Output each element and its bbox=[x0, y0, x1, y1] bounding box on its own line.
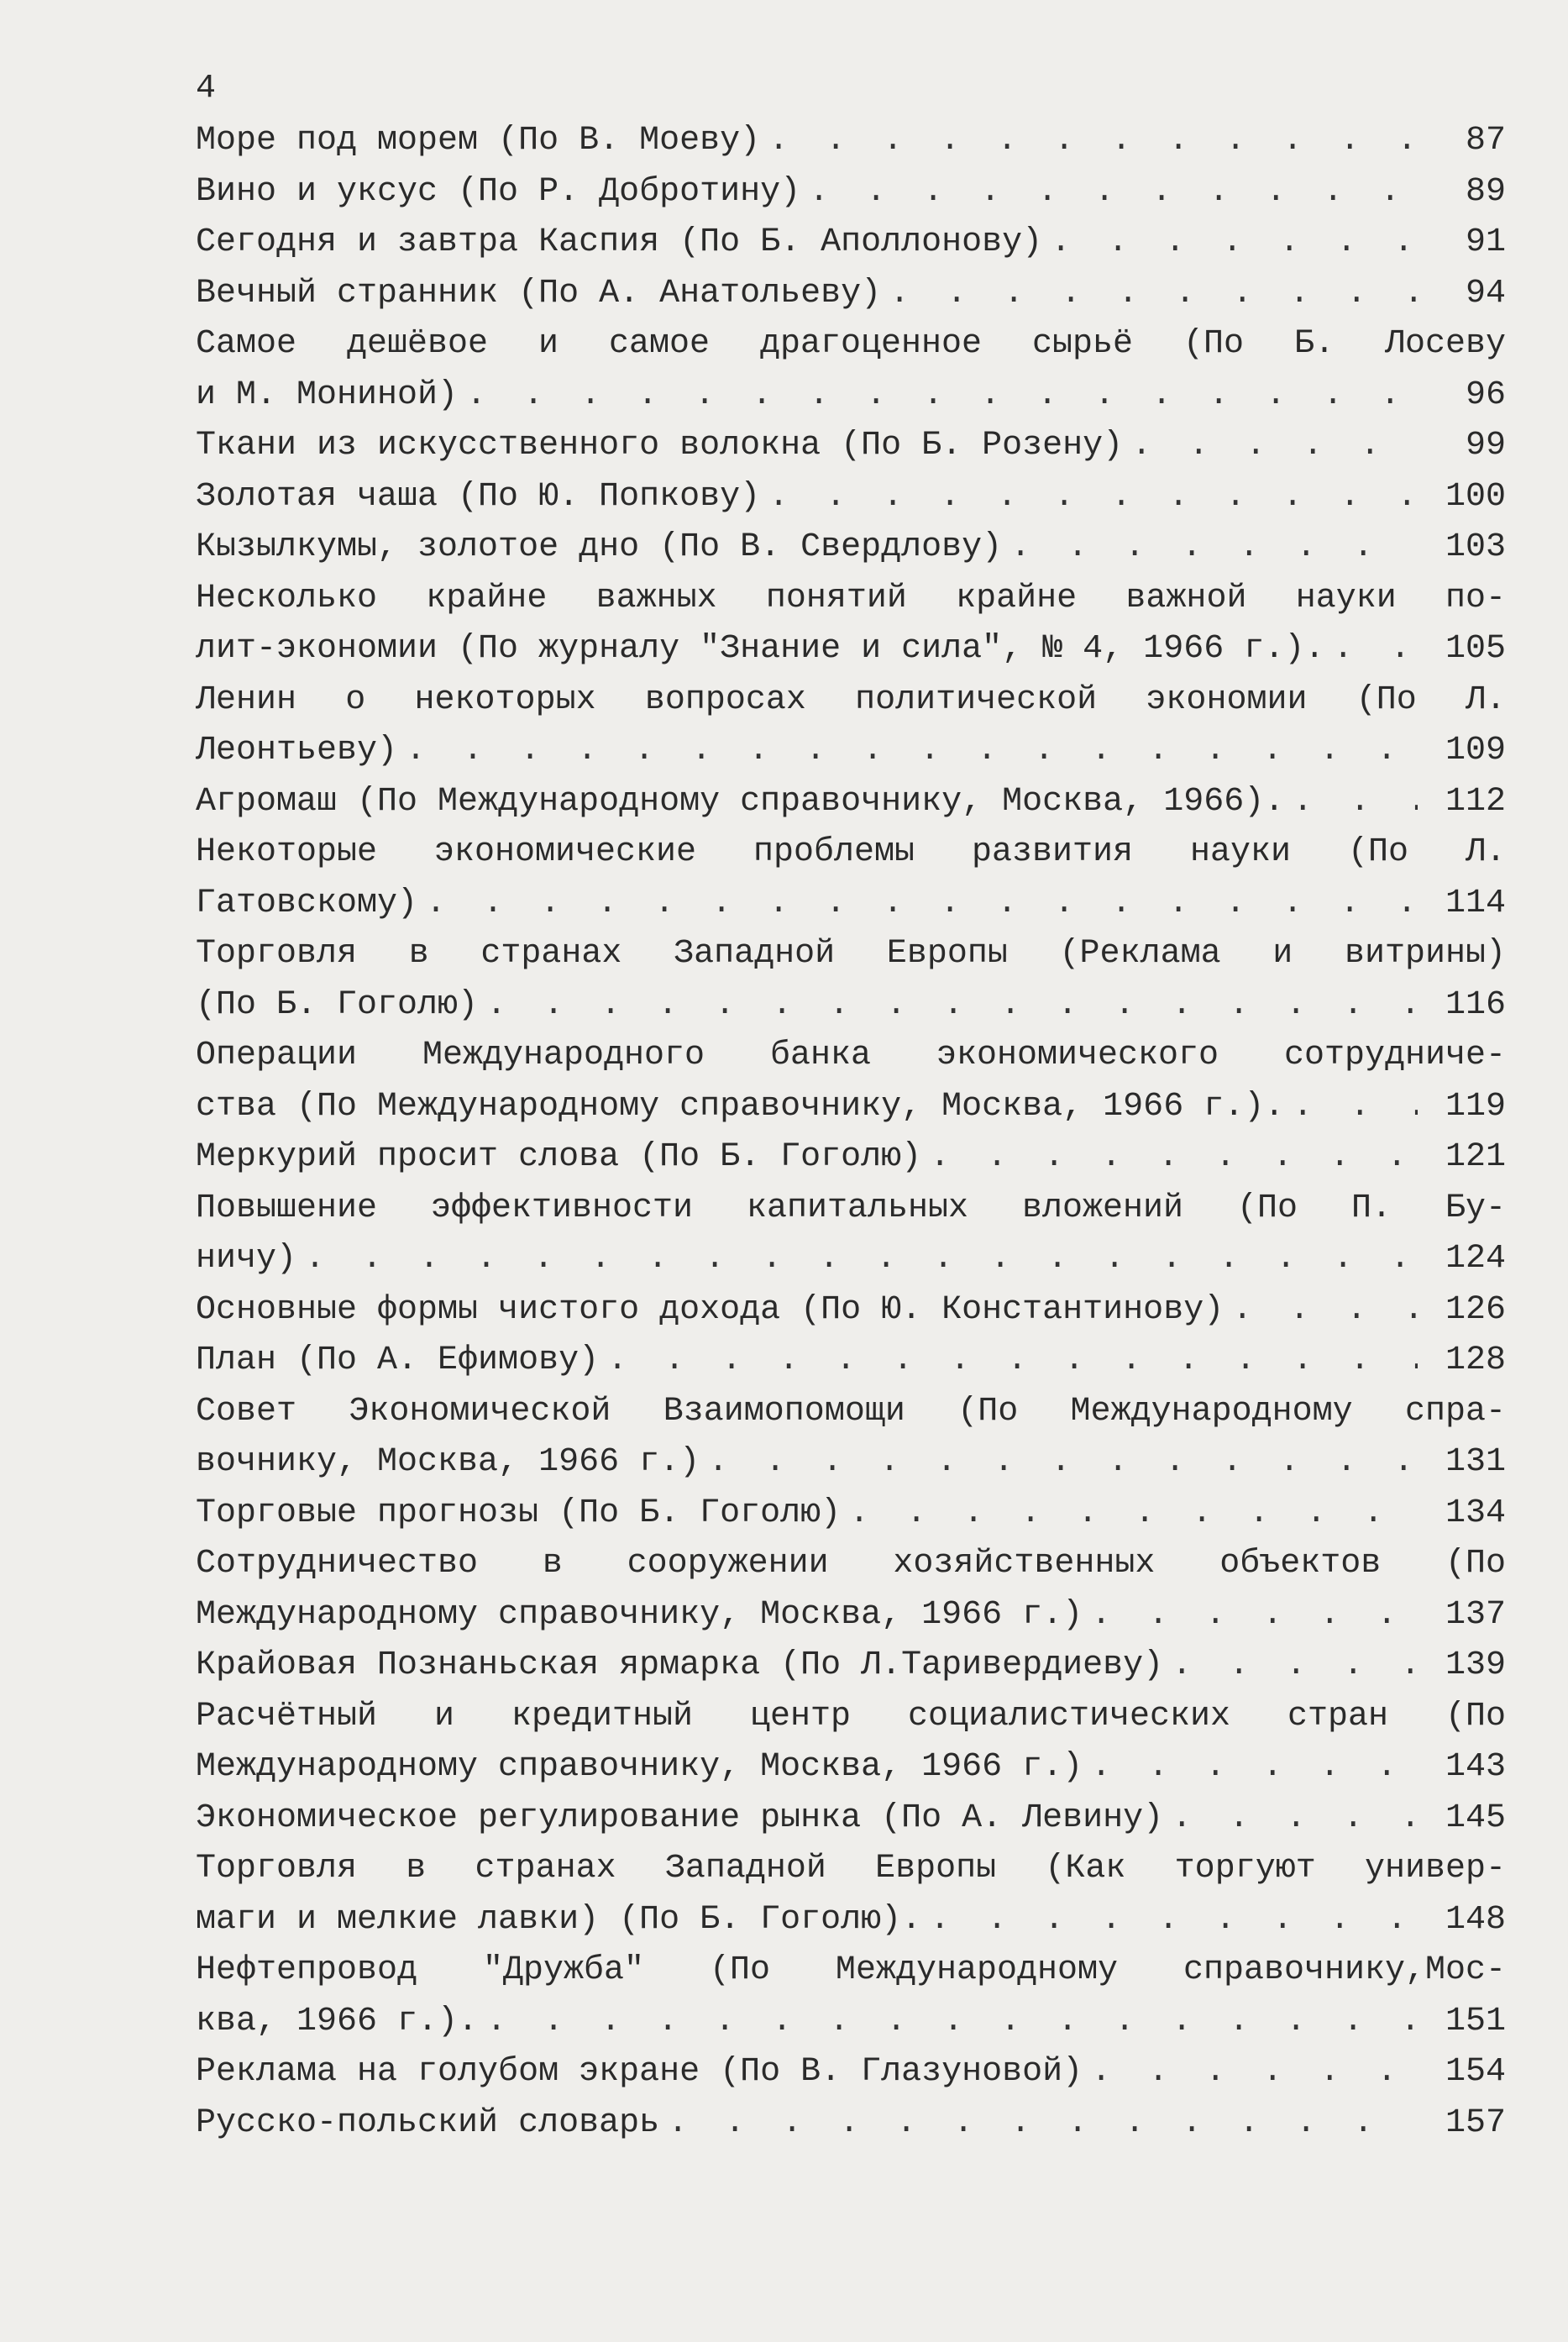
toc-entry bbox=[196, 1132, 1506, 1184]
dot-leader bbox=[800, 167, 1418, 218]
toc-entry bbox=[196, 1387, 1506, 1489]
toc-entry-last-line bbox=[196, 1132, 1506, 1184]
toc-entry-title-line: Ткани из искусственного волокна (По Б. Розену) bbox=[196, 427, 1124, 465]
toc-entry-title-line: Международному справочнику, Москва, 1966 г.) bbox=[196, 1748, 1083, 1786]
dot-leader bbox=[599, 1336, 1418, 1387]
toc-entry-last-line bbox=[196, 2047, 1506, 2098]
toc-page-number: 87 bbox=[1465, 122, 1506, 160]
dot-leader bbox=[417, 879, 1418, 930]
toc-entry-last-line bbox=[196, 879, 1506, 930]
toc-entry-line bbox=[196, 827, 1506, 879]
table-of-contents bbox=[196, 116, 1506, 2149]
dot-leader bbox=[881, 269, 1418, 320]
toc-entry-title-line: Море под морем (По В. Моеву) bbox=[196, 122, 761, 160]
dot-leader bbox=[397, 726, 1418, 777]
toc-entry-title-line: Ленин о некоторых вопросах политической экономии (По Л. bbox=[196, 680, 1506, 719]
toc-page-number: 128 bbox=[1445, 1342, 1506, 1379]
toc-entry-title-line: вочнику, Москва, 1966 г.) bbox=[196, 1443, 700, 1481]
toc-entry-last-line bbox=[196, 1082, 1506, 1133]
toc-page-number: 89 bbox=[1465, 172, 1506, 211]
toc-entry bbox=[196, 1489, 1506, 1540]
toc-entry bbox=[196, 574, 1506, 675]
toc-entry-title-line: Самое дешёвое и самое драгоценное сырьё (По Б. Лосеву bbox=[196, 325, 1506, 363]
toc-entry-last-line bbox=[196, 726, 1506, 777]
dot-leader bbox=[841, 1489, 1418, 1540]
dot-leader bbox=[921, 1132, 1418, 1184]
toc-entry-line bbox=[196, 1031, 1506, 1082]
toc-entry-line bbox=[196, 929, 1506, 980]
dot-leader bbox=[760, 116, 1418, 167]
dot-leader bbox=[1224, 1285, 1418, 1336]
toc-entry-last-line bbox=[196, 472, 1506, 523]
toc-entry-last-line bbox=[196, 1437, 1506, 1489]
toc-page-number: 91 bbox=[1465, 223, 1506, 261]
toc-entry bbox=[196, 1946, 1506, 2047]
toc-entry-title-line: Торговля в странах Западной Европы (Как торгуют универ- bbox=[196, 1850, 1506, 1888]
toc-page-number: 134 bbox=[1445, 1494, 1506, 1532]
dot-leader bbox=[659, 2098, 1418, 2150]
dot-leader bbox=[1163, 1641, 1418, 1692]
toc-page-number: 131 bbox=[1445, 1443, 1506, 1481]
dot-leader bbox=[478, 980, 1418, 1032]
toc-entry bbox=[196, 1539, 1506, 1641]
toc-entry bbox=[196, 1031, 1506, 1132]
toc-entry bbox=[196, 218, 1506, 269]
toc-entry bbox=[196, 167, 1506, 218]
toc-entry-title-line: Основные формы чистого дохода (По Ю. Константинову) bbox=[196, 1290, 1225, 1329]
toc-entry-title-line: маги и мелкие лавки) (По Б. Гоголю). bbox=[196, 1900, 922, 1939]
toc-entry bbox=[196, 319, 1506, 421]
toc-page-number: 119 bbox=[1445, 1087, 1506, 1126]
toc-entry-last-line bbox=[196, 370, 1506, 422]
toc-entry-title-line: Совет Экономической Взаимопомощи (По Международному спра- bbox=[196, 1392, 1506, 1431]
toc-entry-title-line: Расчётный и кредитный центр социалистических стран (По bbox=[196, 1697, 1506, 1735]
toc-page-number: 109 bbox=[1445, 732, 1506, 769]
toc-entry bbox=[196, 472, 1506, 523]
toc-entry-title-line: План (По А. Ефимову) bbox=[196, 1342, 600, 1379]
page-number: 4 bbox=[196, 70, 217, 108]
toc-entry-last-line bbox=[196, 218, 1506, 269]
toc-entry-title-line: Золотая чаша (По Ю. Попкову) bbox=[196, 477, 761, 516]
toc-entry-title-line: Вечный странник (По А. Анатольеву) bbox=[196, 274, 882, 312]
toc-page-number: 137 bbox=[1445, 1595, 1506, 1634]
toc-page-number: 100 bbox=[1445, 477, 1506, 516]
toc-entry-last-line bbox=[196, 1336, 1506, 1387]
toc-entry-line bbox=[196, 1946, 1506, 1997]
dot-leader bbox=[458, 370, 1418, 422]
toc-entry bbox=[196, 1641, 1506, 1692]
toc-entry-title-line: Торговые прогнозы (По Б. Гоголю) bbox=[196, 1494, 842, 1532]
toc-page-number: 151 bbox=[1445, 2002, 1506, 2040]
dot-leader bbox=[760, 472, 1418, 523]
toc-page-number: 114 bbox=[1445, 884, 1506, 922]
toc-entry-last-line bbox=[196, 116, 1506, 167]
toc-page-number: 154 bbox=[1445, 2053, 1506, 2091]
toc-entry-title-line: Повышение эффективности капитальных вложений (По П. Бу- bbox=[196, 1189, 1506, 1227]
dot-leader bbox=[1083, 1590, 1418, 1641]
dot-leader bbox=[921, 1895, 1418, 1946]
toc-entry bbox=[196, 827, 1506, 929]
toc-entry-line bbox=[196, 675, 1506, 727]
toc-entry-title-line: Торговля в странах Западной Европы (Реклама и витрины) bbox=[196, 935, 1506, 973]
toc-entry bbox=[196, 269, 1506, 320]
toc-entry-title-line: Леонтьеву) bbox=[196, 732, 398, 769]
toc-entry-title-line: Нефтепровод "Дружба" (По Международному справочнику,Мос- bbox=[196, 1951, 1506, 1989]
toc-entry-line bbox=[196, 319, 1506, 370]
toc-page-number: 103 bbox=[1445, 528, 1506, 566]
toc-page-number: 157 bbox=[1445, 2103, 1506, 2142]
dot-leader bbox=[1083, 1742, 1418, 1793]
toc-entry-title-line: Несколько крайне важных понятий крайне важной науки по- bbox=[196, 579, 1506, 617]
toc-entry-last-line bbox=[196, 522, 1506, 574]
toc-entry-title-line: Кызылкумы, золотое дно (По В. Свердлову) bbox=[196, 528, 1003, 566]
toc-entry-last-line bbox=[196, 1793, 1506, 1845]
toc-page-number: 148 bbox=[1445, 1900, 1506, 1939]
toc-entry-last-line bbox=[196, 167, 1506, 218]
toc-page-number: 96 bbox=[1465, 375, 1506, 414]
toc-entry-last-line bbox=[196, 1590, 1506, 1641]
toc-page-number: 121 bbox=[1445, 1138, 1506, 1176]
toc-entry-title-line: ква, 1966 г.). bbox=[196, 2002, 479, 2040]
toc-entry bbox=[196, 522, 1506, 574]
toc-entry-line bbox=[196, 1387, 1506, 1438]
dot-leader bbox=[1324, 624, 1418, 675]
toc-entry-line bbox=[196, 1184, 1506, 1235]
toc-page-number: 139 bbox=[1445, 1646, 1506, 1684]
toc-entry bbox=[196, 2047, 1506, 2098]
toc-entry-title-line: Экономическое регулирование рынка (По А. Левину) bbox=[196, 1799, 1164, 1837]
toc-entry bbox=[196, 1336, 1506, 1387]
toc-entry bbox=[196, 1793, 1506, 1845]
toc-page-number: 94 bbox=[1465, 274, 1506, 312]
toc-entry-title-line: Крайовая Познаньская ярмарка (По Л.Таривердиеву) bbox=[196, 1646, 1164, 1684]
toc-entry-title-line: Операции Международного банка экономического сотрудниче- bbox=[196, 1037, 1506, 1074]
dot-leader bbox=[1284, 777, 1418, 828]
toc-entry-title-line: лит-экономии (По журналу "Знание и сила", № 4, 1966 г.). bbox=[196, 630, 1325, 668]
toc-page-number: 105 bbox=[1445, 630, 1506, 668]
toc-entry-last-line bbox=[196, 777, 1506, 828]
toc-page-number: 116 bbox=[1445, 985, 1506, 1024]
toc-entry-title-line: Реклама на голубом экране (По В. Глазуновой) bbox=[196, 2053, 1083, 2091]
toc-entry-line bbox=[196, 1844, 1506, 1895]
toc-entry bbox=[196, 1844, 1506, 1946]
toc-entry-last-line bbox=[196, 1895, 1506, 1946]
toc-page-number: 126 bbox=[1445, 1290, 1506, 1329]
dot-leader bbox=[1042, 218, 1418, 269]
toc-entry-line bbox=[196, 1539, 1506, 1590]
toc-entry-title-line: Некоторые экономические проблемы развития науки (По Л. bbox=[196, 833, 1506, 871]
dot-leader bbox=[1284, 1082, 1418, 1133]
dot-leader bbox=[1123, 421, 1418, 472]
toc-entry bbox=[196, 777, 1506, 828]
toc-page-number: 143 bbox=[1445, 1748, 1506, 1786]
toc-entry-last-line bbox=[196, 1742, 1506, 1793]
toc-entry-last-line bbox=[196, 421, 1506, 472]
toc-entry-last-line bbox=[196, 1641, 1506, 1692]
toc-entry-line bbox=[196, 574, 1506, 625]
toc-entry-title-line: Агромаш (По Международному справочнику, Москва, 1966). bbox=[196, 782, 1285, 821]
toc-entry bbox=[196, 2098, 1506, 2150]
toc-entry-last-line bbox=[196, 1489, 1506, 1540]
dot-leader bbox=[478, 1997, 1418, 2048]
toc-entry-title-line: Вино и уксус (По Р. Добротину) bbox=[196, 172, 801, 211]
toc-entry-title-line: Гатовскому) bbox=[196, 884, 418, 922]
dot-leader bbox=[1083, 2047, 1418, 2098]
toc-page-number: 99 bbox=[1465, 427, 1506, 465]
toc-entry-last-line bbox=[196, 1285, 1506, 1336]
toc-entry-last-line bbox=[196, 1234, 1506, 1285]
dot-leader bbox=[296, 1234, 1418, 1285]
dot-leader bbox=[700, 1437, 1418, 1489]
toc-entry-title-line: ства (По Международному справочнику, Москва, 1966 г.). bbox=[196, 1087, 1285, 1126]
toc-entry-title-line: Международному справочнику, Москва, 1966 г.) bbox=[196, 1595, 1083, 1634]
toc-entry bbox=[196, 1692, 1506, 1793]
toc-entry-last-line bbox=[196, 624, 1506, 675]
toc-entry-last-line bbox=[196, 269, 1506, 320]
toc-entry-title-line: и М. Мониной) bbox=[196, 375, 459, 414]
toc-entry-title-line: ничу) bbox=[196, 1240, 297, 1278]
toc-entry-title-line: (По Б. Гоголю) bbox=[196, 985, 479, 1024]
toc-page-number: 112 bbox=[1445, 782, 1506, 821]
toc-entry-last-line bbox=[196, 2098, 1506, 2150]
toc-entry bbox=[196, 675, 1506, 777]
toc-entry bbox=[196, 1184, 1506, 1285]
toc-entry-last-line bbox=[196, 1997, 1506, 2048]
toc-entry-title-line: Сотрудничество в сооружении хозяйственных объектов (По bbox=[196, 1545, 1506, 1583]
toc-entry-last-line bbox=[196, 980, 1506, 1032]
toc-page-number: 124 bbox=[1445, 1240, 1506, 1278]
toc-entry-line bbox=[196, 1692, 1506, 1743]
toc-entry bbox=[196, 929, 1506, 1031]
toc-entry bbox=[196, 421, 1506, 472]
toc-entry bbox=[196, 116, 1506, 167]
dot-leader bbox=[1163, 1793, 1418, 1845]
toc-entry-title-line: Русско-польский словарь bbox=[196, 2103, 660, 2142]
dot-leader bbox=[1002, 522, 1418, 574]
toc-entry-title-line: Меркурий просит слова (По Б. Гоголю) bbox=[196, 1138, 922, 1176]
toc-page-number: 145 bbox=[1445, 1799, 1506, 1837]
toc-entry bbox=[196, 1285, 1506, 1336]
toc-entry-title-line: Сегодня и завтра Каспия (По Б. Аполлонову) bbox=[196, 223, 1043, 261]
